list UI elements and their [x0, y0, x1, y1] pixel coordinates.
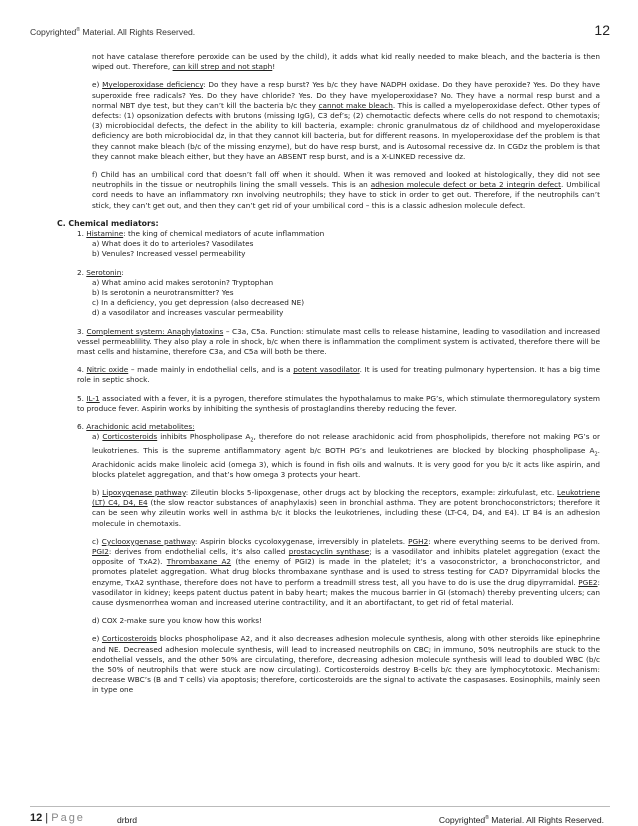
- footer-copyright: Copyrighted® Material. All Rights Reserved.: [438, 815, 604, 825]
- list-item-complement: 3. Complement system: Anaphylatoxins – C3a, C5a. Function: stimulate mast cells to release histamine, leading to vasodilation and increased vessel permeablility. They also play a role in shock, b/c when there is inflammation the compliment system is activated, therefore there will be mast cells and histamine, therefore C3a, and C5a will both be there.: [77, 326, 600, 357]
- list-item-nitric-oxide: 4. Nitric oxide – made mainly in endothelial cells, and is a potent vasodilator. It is used for treating pulmonary hypertension. It has a big time role in septic shock.: [77, 365, 600, 385]
- paragraph-umbilical-cord: f) Child has an umbilical cord that doesn’t fall off when it should. When it was removed and looked at histologically, they did not see neutrophils in the tissue or neutrophils lining the small vessels. This is an adhesion molecule defect or beta 2 integrin defect. Umbilical cord needs to have an inflammatory rxn involving neutrophils; they have to stick in order to get out. Therefore, if the neutrophils can’t stick, they can’t get out, and then they can’t get rid of your umbilical cord – this is a classic adhesion molecule defect.: [92, 170, 600, 210]
- list-item-serotonin: 2. Serotonin:: [77, 267, 124, 277]
- subitem-lipoxygenase: b) Lipoxygenase pathway: Zileutin blocks 5-lipoxgenase, other drugs act by blocking the receptors, example: zirkufulast, etc. Leukotriene (LT) C4, D4, E4 (the slow reactor substances of anaphylaxis) seen in bronchial asthma. They are potent bronchoconstrictors; therefore it can be seen why zileutin works well in asthma b/c it blocks the leukotrienes, including these (LT-C4, D4, and E4). LT B4 is an adhesion molecule in chemotaxis.: [92, 488, 600, 528]
- subitem-corticosteroids-adhesion: e) Corticosteroids blocks phospholipase A2, and it also decreases adhesion molecule synthesis, along with other steroids like epinephrine and NE. Decreased adhesion molecule synthesis, will lead to increased neutrophils on CBC; in immuno, 50% neutrophils are stuck to the endothelial vessels, and the other 50% are circulating, therefore, decreasing adhesion molecule synthesis will lead to doubled WBC (b/c the 50% of neutrophils that were stuck are now circulating). Corticosteroids destroy B-cells b/c they are lymphocytotoxic. Mechanism: decrease WBC’s (B and T cells) via apoptosis; therefore, corticosteroids are the signal to activate the caspasases. Eosinophils, mainly seen in type one: [92, 634, 600, 695]
- document-body: [0, 52, 638, 696]
- subitem-cox2: d) COX 2-make sure you know how this works!: [92, 616, 262, 626]
- section-heading-chemical-mediators: C. Chemical mediators:: [57, 218, 159, 228]
- subitem-cyclooxygenase: c) Cyclooxygenase pathway: Aspirin blocks cycoloxygenase, irreversibly in platelets. PGH2: where everything seems to be derived from. PGI2: derives from endothelial cells, it’s also called prostacyclin synthase; is a vasodilator and inhibits platelet aggregation (exact the opposite of TxA2). Thrombaxane A2 (the enemy of PGI2) is made in the platelet; it’s a vasoconstrictor, a bronchoconstrictor, and promotes platelet aggregation. What drug blocks thrombaxane synthase and is used to stress testing for CAD? Dipyrramidal blocks the enzyme, TxA2 synthase, therefore does not have to perform a treadmill stress test, all you have to do is use the drug dipyrramidal. PGE2: vasodilator in kidney; keeps patent ductus patent in baby heart; makes the mucous barrier in GI (stomach) thereby preventing ulcers; can cause dysmenorrhea woman and increased uterine contractility, and it an abortifactant, to get rid of fetal material.: [92, 536, 601, 608]
- header-copyright: Copyrighted® Material. All Rights Reserved.: [30, 27, 196, 37]
- list-subitem: a) What does it do to arterioles? Vasodilates: [92, 239, 254, 249]
- list-subitem: a) What amino acid makes serotonin? Tryptophan: [92, 277, 274, 287]
- footer-divider: [30, 806, 610, 807]
- page-header: [30, 24, 610, 44]
- footer-author: drbrd: [117, 815, 138, 825]
- list-subitem: b) Is serotonin a neurotransmitter? Yes: [92, 288, 234, 298]
- paragraph-myeloperoxidase: e) Myeloperoxidase deficiency: Do they have a resp burst? Yes b/c they have NADPH oxidase. Do they have peroxide? Yes. Do they have superoxide free radicals? Yes. Do they have chloride? Yes. Do they have myeloperoxidase? No. They have a normal resp burst and a normal NBT dye test, but they can’t kill the bacteria b/c they cannot make bleach. This is called a myeloperoxidase defect. Other types of defects: (1) opsonization defects with brutons (missing IgG), C3 def’s; (2) chemotactic defects where cells do not respond to chemotaxis; (3) microbiocidal defects, the defect in the ability to kill bacteria, example: chronic granulmatous dz of childhood and myeloperoxidase deficiency are both microbiocidal dz, in that they cannot kill bacteria, but for different reasons. In myeloperoxidase def the problem is that they cannot make bleach (b/c of the missing enzyme), but do have resp burst, and is Autosomal recessive dz. In CGDz the problem is that they cannot make bleach either, but they have an ABSENT resp burst, and is a X-LINKED recessive dz.: [92, 80, 601, 161]
- list-subitem: b) Venules? Increased vessel permeability: [92, 249, 246, 259]
- header-page-number: 12: [594, 22, 610, 38]
- subitem-corticosteroids: a) Corticosteroids inhibits Phospholipase $A_2$, therefore do not release arachidonic acid from phospholipids, therefore not making PG’s or leukotrienes. This is the supreme antiflammatory agent b/c BOTH PG’s and leukotrienes are blocked by blocking phospholipase $A_2$. Arachidonic acids make linoleic acid (omega 3), which is found in fish oils and walnuts. It is very good for you b/c it acts like aspirin, and blocks platelet aggregation, and that’s how omega 3 protects your heart.: [92, 432, 600, 479]
- list-item-il1: 5. IL-1 associated with a fever, it is a pyrogen, therefore stimulates the hypothalamus to make PG’s, which stimulate thermoregulatory system to produce fever. Aspirin works by inhibiting the synthesis of prostaglandins thereby reducing the fever.: [77, 393, 600, 413]
- paragraph-catalase: not have catalase therefore peroxide can be used by the child), it adds what kid really needed to make bleach, and the bacteria is then wiped out. Therefore, can kill strep and not staph!: [92, 52, 600, 72]
- footer-page-label: 12 | Page: [30, 812, 85, 824]
- list-subitem: d) a vasodilator and increases vascular permeability: [92, 308, 284, 318]
- list-subitem: c) In a deficiency, you get depression (also decreased NE): [92, 298, 305, 308]
- list-item-arachidonic: 6. Arachidonic acid metabolites:: [77, 422, 195, 432]
- list-item-histamine: 1. Histamine: the king of chemical mediators of acute inflammation: [77, 229, 325, 239]
